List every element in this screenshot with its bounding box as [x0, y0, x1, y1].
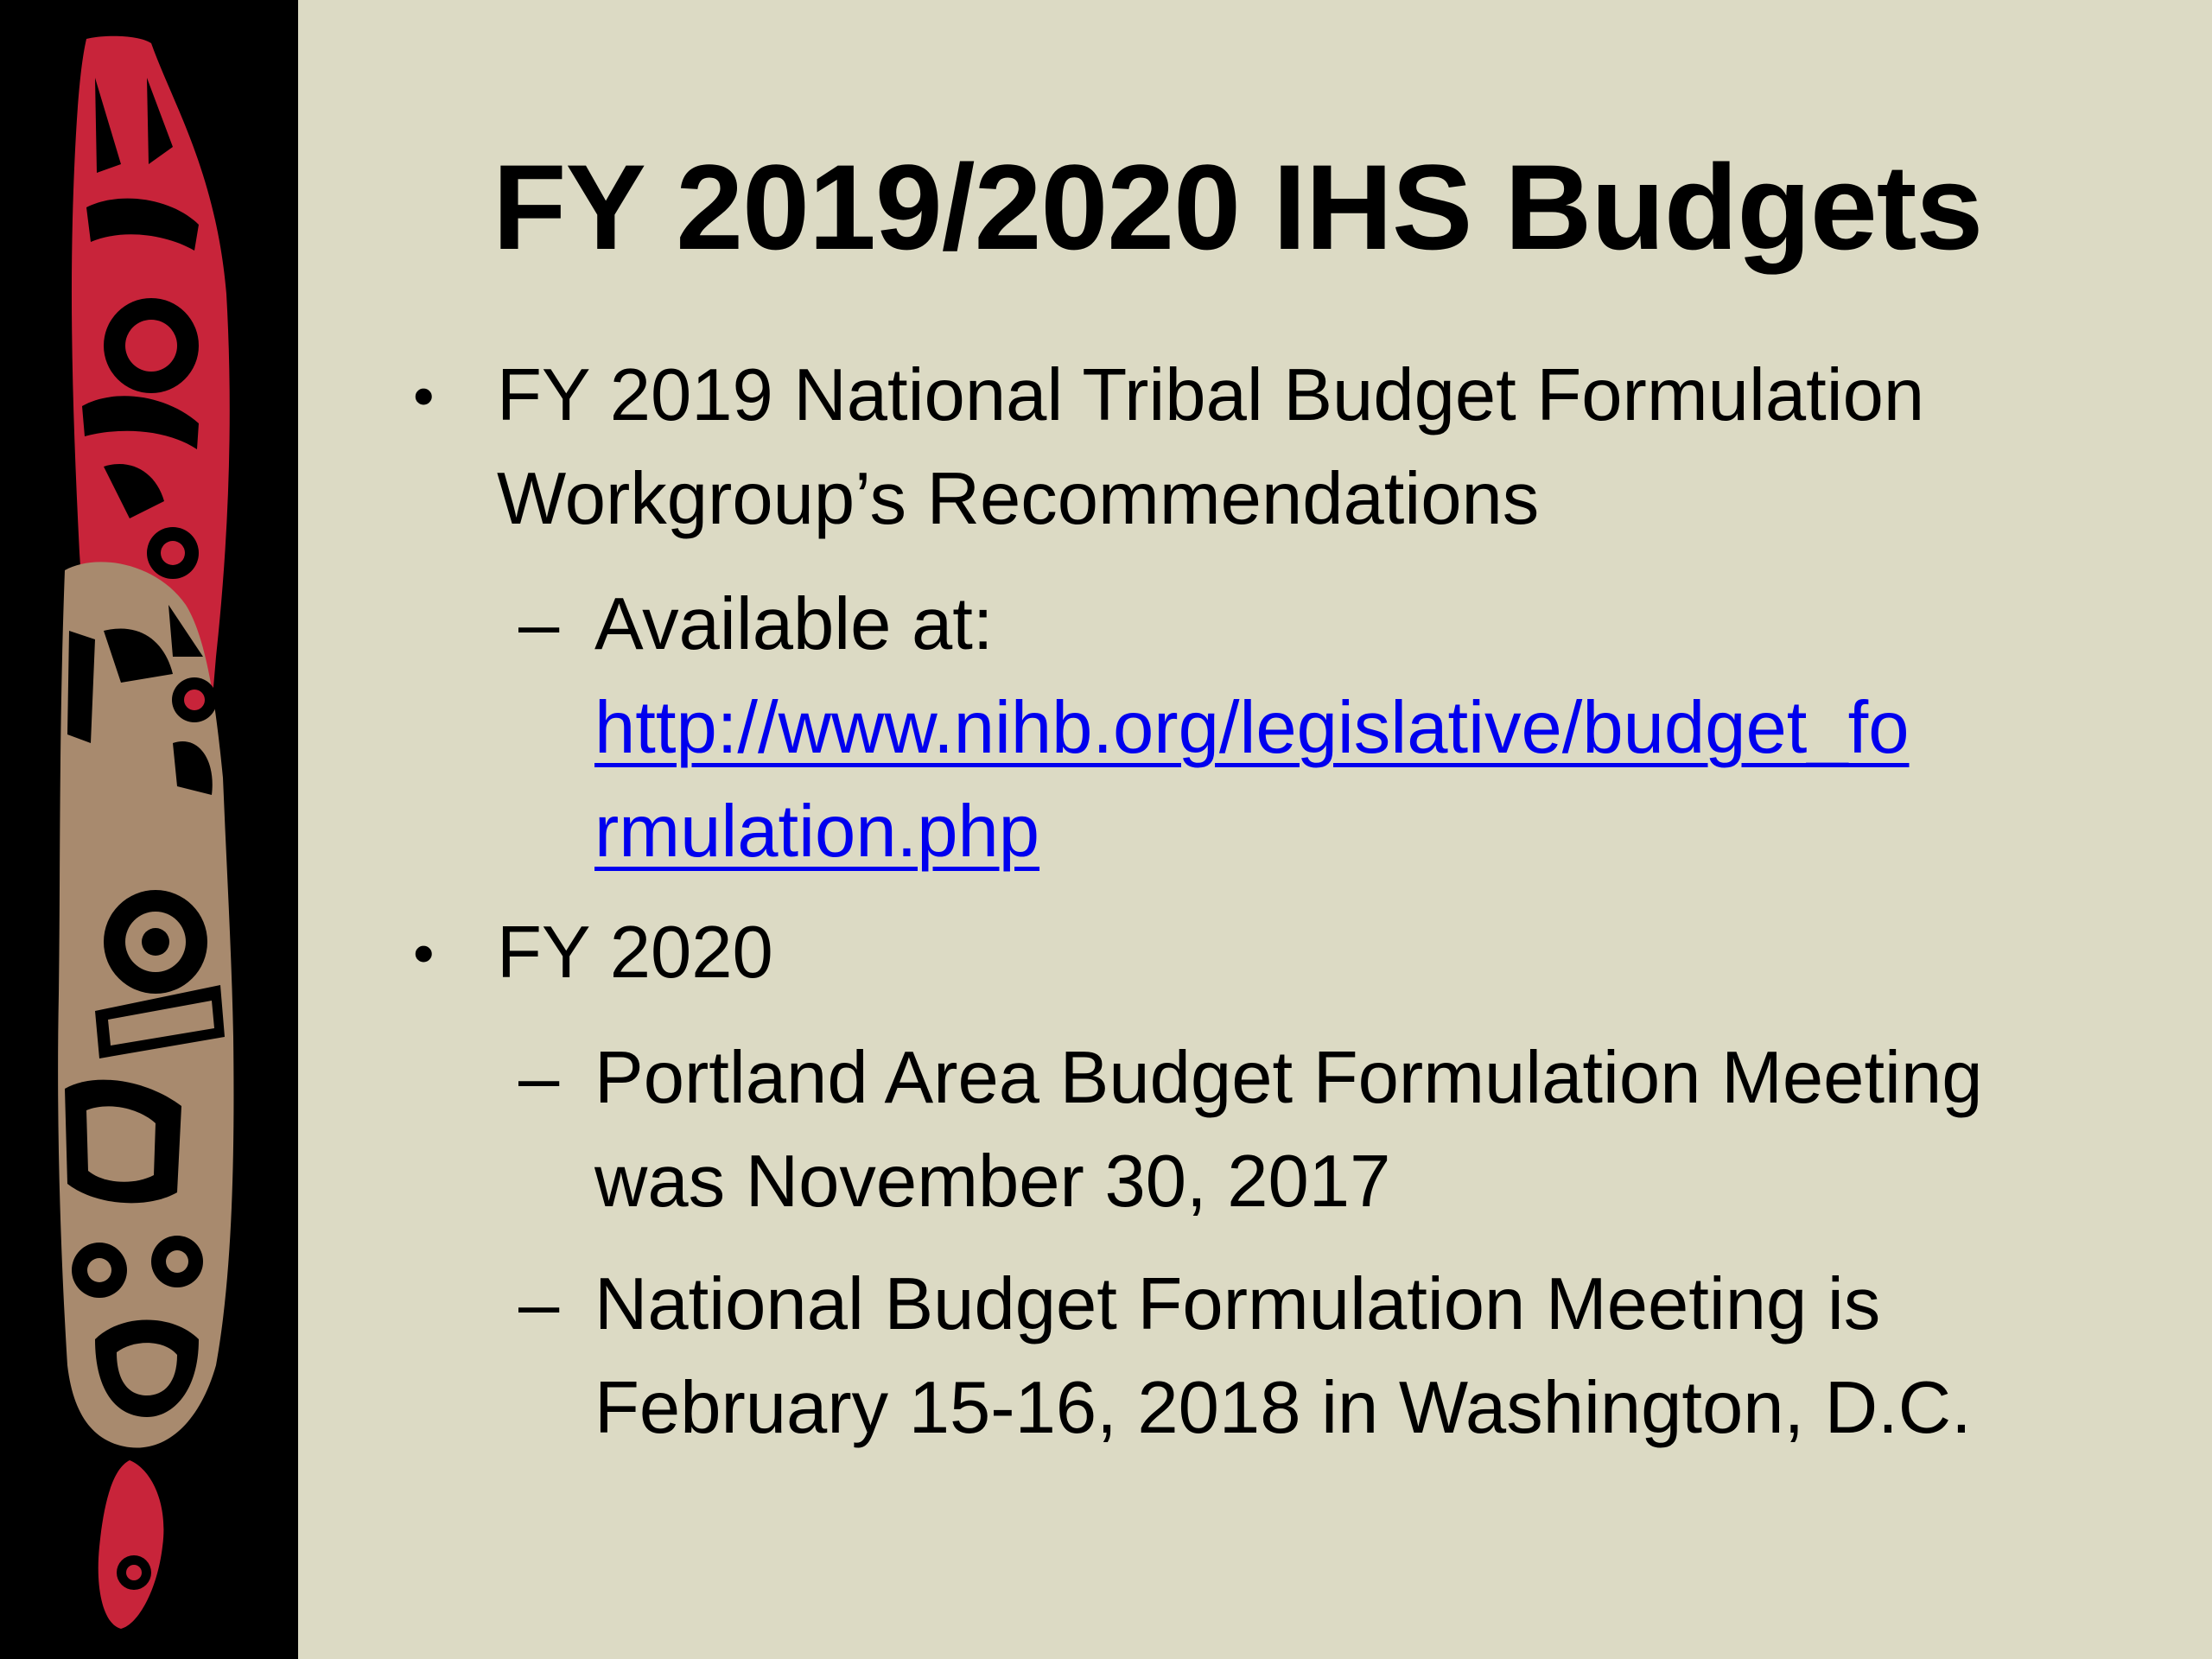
sub-bullet-line: National Budget Formulation Meeting is	[594, 1263, 1881, 1345]
bullet-text	[497, 344, 1924, 551]
bullet-marker: •	[413, 919, 435, 987]
sub-bullet-marker: –	[518, 583, 560, 665]
sub-bullet-line: was November 30, 2017	[594, 1141, 1391, 1223]
sub-bullet-label: Available at:	[594, 583, 994, 665]
sub-bullet-text	[594, 573, 1910, 884]
bullet-line: FY 2019 National Tribal Budget Formulation	[497, 354, 1925, 436]
bullet-marker: •	[413, 362, 435, 429]
sub-bullet-text	[594, 1027, 1983, 1234]
link-line: http://www.nihb.org/legislative/budget_fo	[594, 687, 1910, 769]
sub-bullet-text	[594, 1253, 1972, 1460]
sub-bullet-line: Portland Area Budget Formulation Meeting	[594, 1037, 1983, 1119]
budget-formulation-link[interactable]	[594, 687, 1910, 873]
link-line: rmulation.php	[594, 791, 1040, 873]
sub-bullet-marker: –	[518, 1263, 560, 1345]
slide-title: FY 2019/2020 IHS Budgets	[493, 139, 1983, 275]
bullet-line: FY 2020	[497, 912, 773, 994]
bullet-text	[497, 901, 773, 1005]
sub-bullet-marker: –	[518, 1037, 560, 1119]
totem-pole-art	[0, 0, 298, 1659]
bullet-line: Workgroup’s Recommendations	[497, 458, 1540, 540]
side-panel	[0, 0, 298, 1659]
sub-bullet-line: February 15-16, 2018 in Washington, D.C.	[594, 1367, 1972, 1449]
